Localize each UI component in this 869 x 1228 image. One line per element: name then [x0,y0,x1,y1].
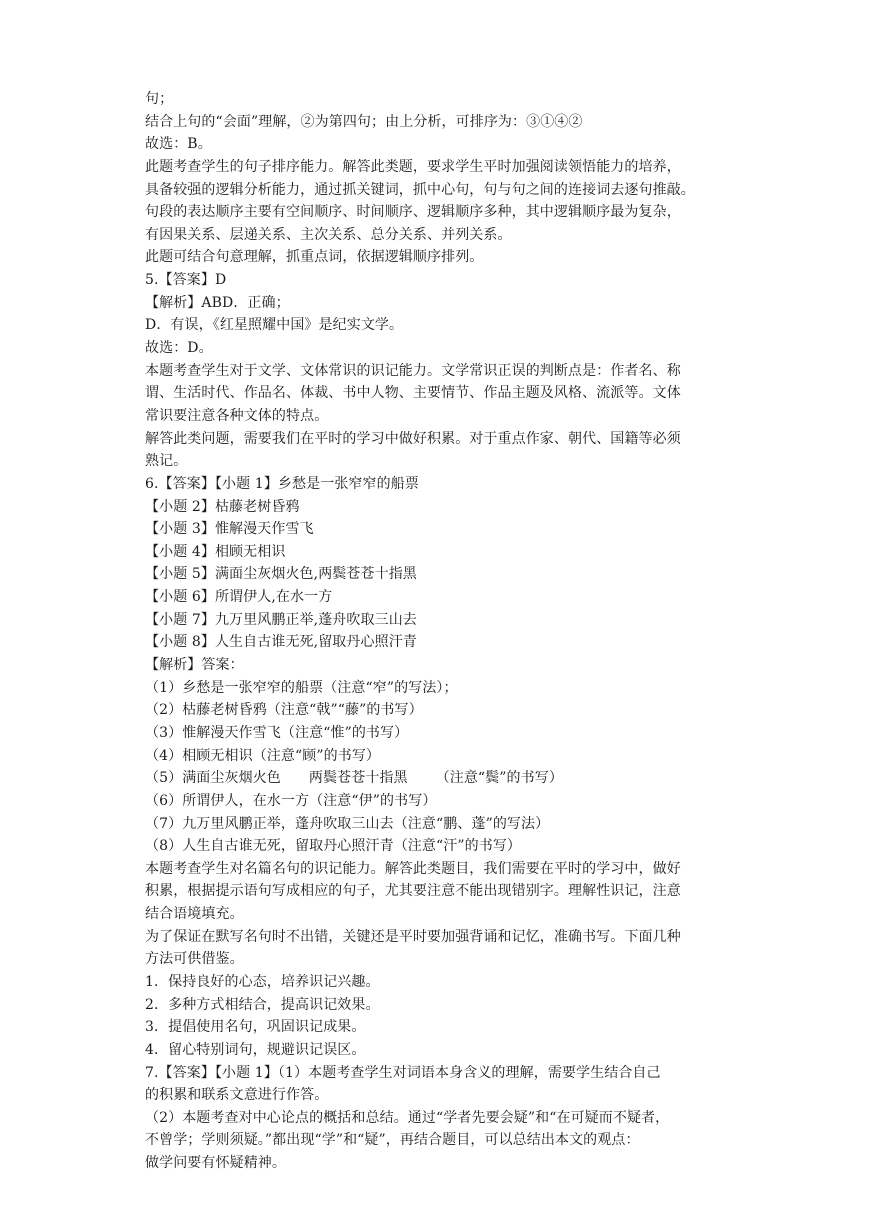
text-line: 【小题 5】满面尘灰烟火色,两鬓苍苍十指黑 [145,566,417,583]
text-line: （8）人生自古谁无死，留取丹心照汗青（注意“汗”的书写） [145,838,522,855]
text-line: 【小题 7】九万里风鹏正举,蓬舟吹取三山去 [145,611,417,628]
text-line: 【解析】答案： [145,657,244,674]
list-item: 1．保持良好的心态，培养识记兴趣。 [145,973,380,990]
text-line: 句； [145,91,174,107]
text-line: 有因果关系、层递关系、主次关系、总分关系、并列关系。 [145,226,512,243]
text-line: 【小题 2】枯藤老树昏鸦 [145,498,300,515]
text-line: （4）相顾无相识（注意“顾”的书写） [145,747,381,764]
text-line: 解答此类问题，需要我们在平时的学习中做好积累。对于重点作家、朝代、国籍等必须 [145,430,681,447]
text-line: 谓、生活时代、作品名、体裁、书中人物、主要情节、作品主题及风格、流派等。文体 [145,385,681,402]
text-line: 做学问要有怀疑精神。 [145,1155,286,1172]
text-line: 为了保证在默写名句时不出错，关键还是平时要加强背诵和记忆，准确书写。下面几种 [145,928,681,945]
text-line: 故选：B。 [145,136,212,153]
text-line: （6）所谓伊人，在水一方（注意“伊”的书写） [145,792,437,809]
text-segment: （5）满面尘灰烟火色 [145,770,281,787]
text-line: 句段的表达顺序主要有空间顺序、时间顺序、逻辑顺序多种，其中逻辑顺序最为复杂， [145,204,681,221]
text-line: 本题考查学生对名篇名句的识记能力。解答此类题目，我们需要在平时的学习中，做好 [145,860,681,877]
text-line: 积累，根据提示语句写成相应的句子，尤其要注意不能出现错别字。理解性识记，注意 [145,883,681,900]
list-item: 2．多种方式相结合，提高识记效果。 [145,996,380,1013]
text-line [145,767,725,790]
answer-5-heading: 5.【答案】D [145,272,227,289]
text-line: 【解析】ABD．正确； [145,294,290,311]
text-line: （2）枯藤老树昏鸦（注意“戟”“藤”的书写） [145,702,423,719]
text-segment: （注意“鬓”的书写） [435,770,563,787]
text-line: 此题可结合句意理解，抓重点词，依据逻辑顺序排列。 [145,249,484,266]
text-line: （7）九万里风鹏正举，蓬舟吹取三山去（注意“鹏、蓬”的写法） [145,815,550,832]
text-line: 【小题 4】相顾无相识 [145,543,286,560]
text-line: 【小题 3】惟解漫天作雪飞 [145,521,314,538]
list-item: 4．留心特别词句，规避识记误区。 [145,1041,366,1058]
text-line: 不曾学；学则须疑。”都出现“学”和“疑”，再结合题目，可以总结出本文的观点： [145,1132,640,1149]
text-segment: 两鬓苍苍十指黑 [308,770,408,787]
text-line: 熟记。 [145,453,188,470]
text-line: 【小题 8】人生自古谁无死,留取丹心照汗青 [145,634,417,651]
list-item: 3．提倡使用名句，巩固识记成果。 [145,1019,366,1036]
text-line: 【小题 6】所谓伊人,在水一方 [145,589,333,606]
text-line: 此题考查学生的句子排序能力。解答此类题，要求学生平时加强阅读领悟能力的培养， [145,158,681,175]
text-line: （3）惟解漫天作雪飞（注意“惟”的书写） [145,724,409,741]
text-line: 常识要注意各种文体的特点。 [145,407,329,424]
text-line: （1）乡愁是一张窄窄的船票（注意“窄”的写法）； [145,679,458,696]
text-line: 本题考查学生对于文学、文体常识的识记能力。文学常识正误的判断点是：作者名、称 [145,362,681,379]
text-line: 结合上句的“会面”理解，②为第四句；由上分析，可排序为：③①④② [145,113,583,130]
text-line: D．有误，《红星照耀中国》是纪实文学。 [145,317,404,334]
text-line: （2）本题考查对中心论点的概括和总结。通过“学者先要会疑”和“在可疑而不疑者， [145,1109,670,1126]
answer-6-heading: 6.【答案】【小题 1】乡愁是一张窄窄的船票 [145,475,419,492]
text-line: 方法可供借鉴。 [145,951,244,968]
answer-7-heading: 7.【答案】【小题 1】（1）本题考查学生对词语本身含义的理解，需要学生结合自己 [145,1064,661,1081]
text-line: 的积累和联系文意进行作答。 [145,1087,329,1104]
text-line: 具备较强的逻辑分析能力，通过抓关键词，抓中心句，句与句之间的连接词去逐句推敲。 [145,181,695,198]
text-line: 故选：D。 [145,340,213,357]
text-line: 结合语境填充。 [145,906,244,923]
document-body [145,88,725,1175]
